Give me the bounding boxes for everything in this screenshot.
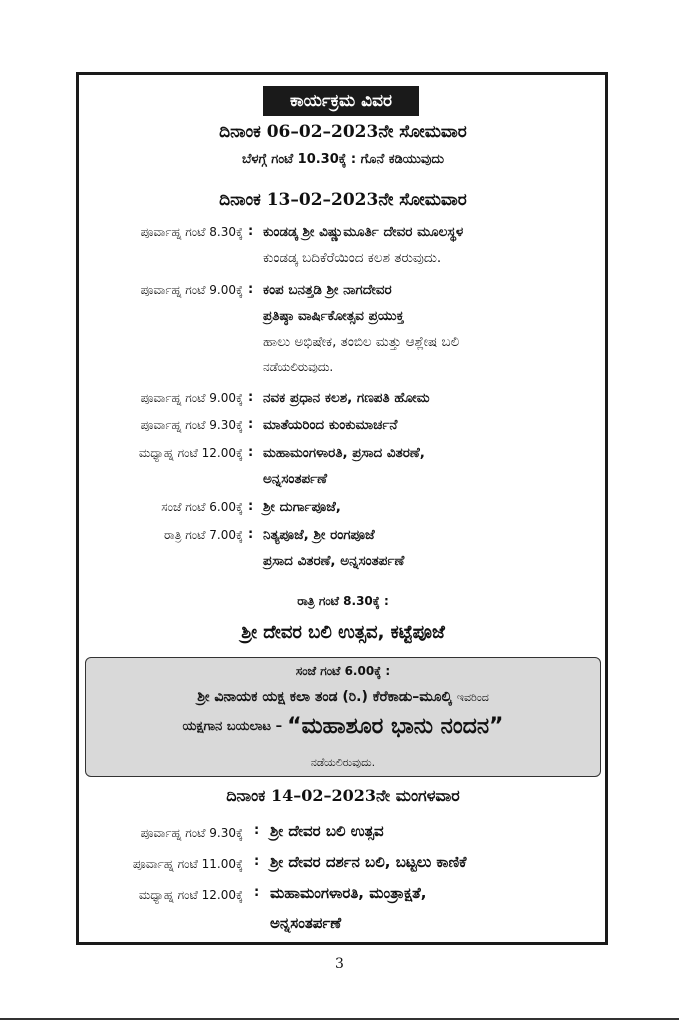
day3-time-1: ಪೂರ್ವಾಹ್ನ ಗಂಟೆ 9.30ಕ್ಕೆ (140, 826, 243, 840)
banner-time: ಸಂಜೆ ಗಂಟೆ 6.00ಕ್ಕೆ : (295, 664, 391, 678)
day2-event-2-line3: ಹಾಲು ಅಭಿಷೇಕ, ತಂಬಿಲ ಮತ್ತು ಆಶ್ಲೇಷ ಬಲಿ (263, 334, 460, 350)
colon: : (248, 417, 254, 432)
day3-event-1: ಶ್ರೀ ದೇವರ ಬಲಿ ಉತ್ಸವ (270, 822, 384, 840)
colon: : (254, 854, 260, 869)
night-event: ಶ್ರೀ ದೇವರ ಬಲಿ ಉತ್ಸವ, ಕಟ್ಟೆಪೂಜೆ (241, 622, 445, 643)
day2-event-1-line1: ಕುಂಡಡ್ಕ ಶ್ರೀ ವಿಷ್ಣುಮೂರ್ತಿ ದೇವರ ಮೂಲಸ್ಥಳ (263, 224, 464, 240)
day3-event-3-line1: ಮಹಾಮಂಗಳಾರತಿ, ಮಂತ್ರಾಕ್ಷತೆ, (270, 884, 427, 902)
banner-troupe-suffix: ಇವರಿಂದ (456, 691, 489, 704)
day2-event-2-line4: ನಡೆಯಲಿರುವುದು. (263, 360, 334, 374)
day2-event-7-line2: ಪ್ರಸಾದ ವಿತರಣೆ, ಅನ್ನಸಂತರ್ಪಣೆ (263, 553, 405, 569)
day2-time-1: ಪೂರ್ವಾಹ್ನ ಗಂಟೆ 8.30ಕ್ಕೆ (140, 225, 243, 239)
colon: : (248, 224, 254, 239)
day2-event-2-line1: ಕಂಪ ಬನತ್ತಡಿ ಶ್ರೀ ನಾಗದೇವರ (263, 282, 392, 298)
day1-item: ಬೆಳಗ್ಗೆ ಗಂಟೆ 10.30ಕ್ಕೆ : ಗೊನೆ ಕಡಿಯುವುದು (242, 152, 444, 167)
day1-date: ದಿನಾಂಕ 06–02–2023ನೇ ಸೋಮವಾರ (219, 122, 467, 142)
page-title: ಕಾರ್ಯಕ್ರಮ ವಿವರ (263, 86, 419, 116)
day3-time-3: ಮಧ್ಯಾಹ್ನ ಗಂಟೆ 12.00ಕ್ಕೆ (138, 888, 243, 902)
colon: : (248, 499, 254, 514)
banner-show-prefix: ಯಕ್ಷಗಾನ ಬಯಲಾಟ – (182, 719, 283, 734)
day2-event-3: ನವಕ ಪ್ರಧಾನ ಕಲಶ, ಗಣಪತಿ ಹೋಮ (263, 390, 430, 406)
banner-troupe-line (88, 686, 598, 705)
banner-troupe: ಶ್ರೀ ವಿನಾಯಕ ಯಕ್ಷ ಕಲಾ ತಂಡ (ರಿ.) ಕೆರೆಕಾಡು–ಮೂಲ್ಕಿ (197, 689, 452, 705)
colon: : (248, 445, 254, 460)
day2-event-7-line1: ನಿತ್ಯಪೂಜೆ, ಶ್ರೀ ರಂಗಪೂಜೆ (263, 527, 375, 543)
day3-event-2: ಶ್ರೀ ದೇವರ ದರ್ಶನ ಬಲಿ, ಬಟ್ಟಲು ಕಾಣಿಕೆ (270, 853, 467, 871)
day2-event-6: ಶ್ರೀ ದುರ್ಗಾಪೂಜೆ, (263, 499, 341, 515)
day2-time-7: ರಾತ್ರಿ ಗಂಟೆ 7.00ಕ್ಕೆ (164, 528, 243, 542)
day2-date: ದಿನಾಂಕ 13–02–2023ನೇ ಸೋಮವಾರ (219, 190, 467, 210)
colon: : (254, 823, 260, 838)
colon: : (248, 390, 254, 405)
day2-event-5-line1: ಮಹಾಮಂಗಳಾರತಿ, ಪ್ರಸಾದ ವಿತರಣೆ, (263, 445, 425, 461)
day3-date: ದಿನಾಂಕ 14–02–2023ನೇ ಮಂಗಳವಾರ (226, 786, 460, 805)
day2-event-4: ಮಾತೆಯರಿಂದ ಕುಂಕುಮಾರ್ಚನೆ (263, 417, 398, 433)
day2-time-6: ಸಂಜೆ ಗಂಟೆ 6.00ಕ್ಕೆ (161, 500, 243, 514)
day3-time-2: ಪೂರ್ವಾಹ್ನ ಗಂಟೆ 11.00ಕ್ಕೆ (132, 857, 243, 871)
day2-time-4: ಪೂರ್ವಾಹ್ನ ಗಂಟೆ 9.30ಕ್ಕೆ (140, 418, 243, 432)
colon: : (254, 885, 260, 900)
day2-time-3: ಪೂರ್ವಾಹ್ನ ಗಂಟೆ 9.00ಕ್ಕೆ (140, 391, 243, 405)
colon: : (248, 282, 254, 297)
colon: : (248, 527, 254, 542)
day2-event-2-line2: ಪ್ರತಿಷ್ಠಾ ವಾರ್ಷಿಕೋತ್ಸವ ಪ್ರಯುಕ್ತ (263, 308, 404, 324)
day3-event-3-line2: ಅನ್ನಸಂತರ್ಪಣೆ (270, 914, 342, 932)
day2-time-5: ಮಧ್ಯಾಹ್ನ ಗಂಟೆ 12.00ಕ್ಕೆ (138, 446, 243, 460)
day2-event-1-line2: ಕುಂಡಡ್ಕ ಬದಿಕೆರೆಯಿಂದ ಕಲಶ ತರುವುದು. (263, 250, 442, 266)
banner-show-title: “ಮಹಾಶೂರ ಭಾನು ನಂದನ” (287, 714, 504, 739)
day2-time-2: ಪೂರ್ವಾಹ್ನ ಗಂಟೆ 9.00ಕ್ಕೆ (140, 283, 243, 297)
day2-event-5-line2: ಅನ್ನಸಂತರ್ಪಣೆ (263, 471, 328, 487)
banner-closing: ನಡೆಯಲಿರುವುದು. (310, 756, 376, 769)
page-number: 3 (335, 956, 344, 972)
bottom-rule (0, 1018, 679, 1020)
banner-show-line (88, 714, 598, 739)
night-time: ರಾತ್ರಿ ಗಂಟೆ 8.30ಕ್ಕೆ : (297, 594, 389, 608)
